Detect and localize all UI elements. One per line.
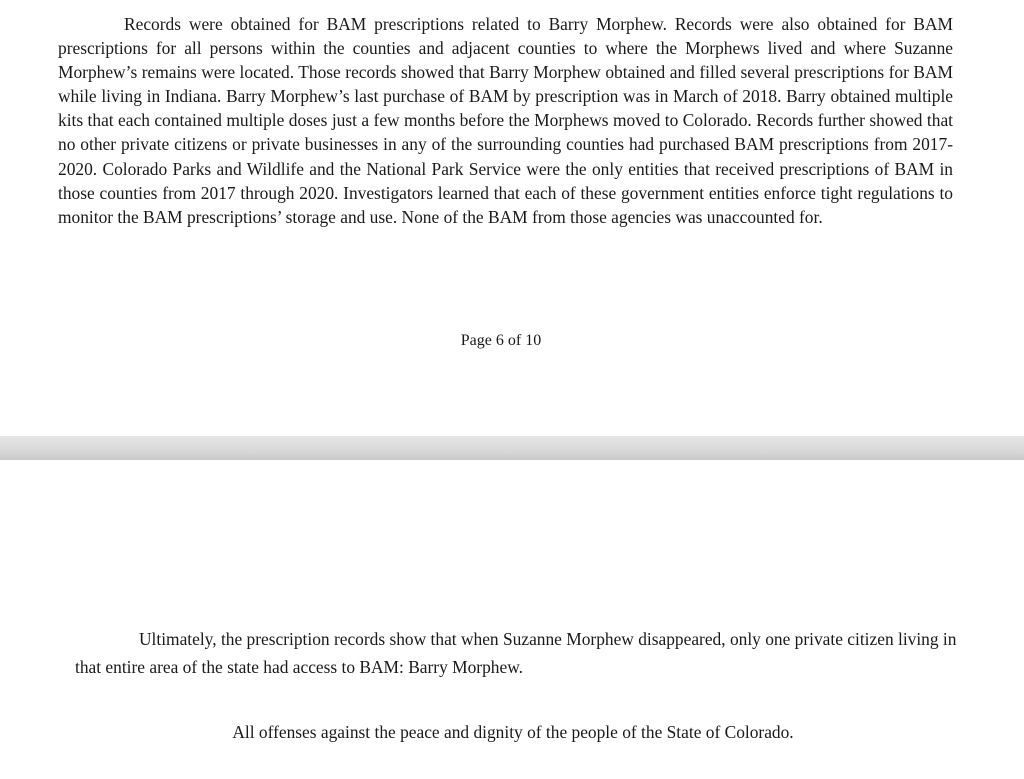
conclusion-paragraph: Ultimately, the prescription records show that when Suzanne Morphew disappeared, only one private citizen living in that entire area of the state had access to BAM: Barry Morphew.: [75, 629, 957, 677]
body-paragraph: Records were obtained for BAM prescriptions related to Barry Morphew. Records were also obtained for BAM prescriptions for all persons within the counties and adjacent counties to where the Morphews lived and where Suzanne Morphew’s remains were located. Those records showed that Barry Morphew obtained and filled several prescriptions for BAM while living in Indiana. Barry Morphew’s last purchase of BAM by prescription was in March of 2018. Barry obtained multiple kits that each contained multiple doses just a few months before the Morphews moved to Colorado. Records further showed that no other private citizens or private businesses in any of the surrounding counties had purchased BAM prescriptions from 2017-2020. Colorado Parks and Wildlife and the National Park Service were the only entities that received prescriptions of BAM in those counties from 2017 through 2020. Investigators learned that each of these government entities enforce tight regulations to monitor the BAM prescriptions’ storage and use. None of the BAM from those agencies was unaccounted for.: [58, 14, 953, 227]
closing-statement: All offenses against the peace and dignity of the people of the State of Colorado.: [232, 722, 794, 742]
page-number: Page 6 of 10: [460, 332, 542, 349]
page-separator: [0, 436, 1024, 460]
document-page-7: [0, 460, 1024, 779]
body-text-block: [58, 12, 953, 250]
